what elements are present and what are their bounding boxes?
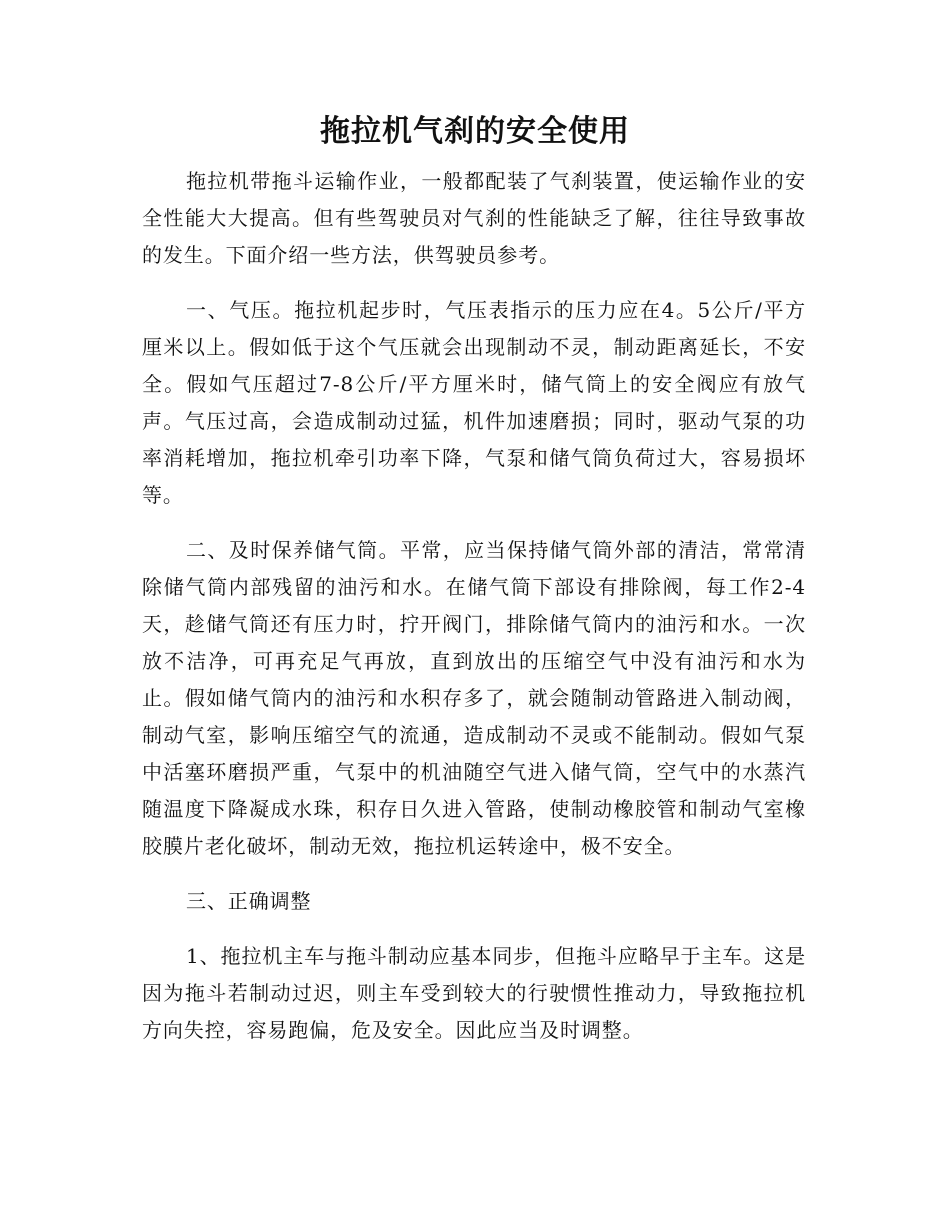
document-body xyxy=(142,163,806,1067)
paragraph-adjustment-item-1: 1、拖拉机主车与拖斗制动应基本同步，但拖斗应略早于主车。这是因为拖斗若制动过迟，则主车受到较大的行驶惯性推动力，导致拖拉机方向失控，容易跑偏，危及安全。因此应当及时调整。 xyxy=(142,944,806,1042)
paragraph-air-pressure: 一、气压。拖拉机起步时，气压表指示的压力应在4。5公斤/平方厘米以上。假如低于这个气压就会出现制动不灵，制动距离延长，不安全。假如气压超过7-8公斤/平方厘米时，储气筒上的安全阀应有放气声。气压过高，会造成制动过猛，机件加速磨损；同时，驱动气泵的功率消耗增加，拖拉机牵引功率下降，气泵和储气筒负荷过大，容易损坏等。 xyxy=(142,298,806,507)
paragraph-adjustment-heading: 三、正确调整 xyxy=(186,889,312,913)
paragraph-intro: 拖拉机带拖斗运输作业，一般都配装了气刹装置，使运输作业的安全性能大大提高。但有些驾驶员对气刹的性能缺乏了解，往往导致事故的发生。下面介绍一些方法，供驾驶员参考。 xyxy=(142,169,806,267)
document-title: 拖拉机气刹的安全使用 xyxy=(320,114,630,149)
paragraph-air-tank-maintenance: 二、及时保养储气筒。平常，应当保持储气筒外部的清洁，常常清除储气筒内部残留的油污和水。在储气筒下部设有排除阀，每工作2-4天，趁储气筒还有压力时，拧开阀门，排除储气筒内的油污和水。一次放不洁净，可再充足气再放，直到放出的压缩空气中没有油污和水为止。假如储气筒内的油污和水积存多了，就会随制动管路进入制动阀，制动气室，影响压缩空气的流通，造成制动不灵或不能制动。假如气泵中活塞环磨损严重，气泵中的机油随空气进入储气筒，空气中的水蒸汽随温度下降凝成水珠，积存日久进入管路，使制动橡胶管和制动气室橡胶膜片老化破坏，制动无效，拖拉机运转途中，极不安全。 xyxy=(142,538,806,858)
